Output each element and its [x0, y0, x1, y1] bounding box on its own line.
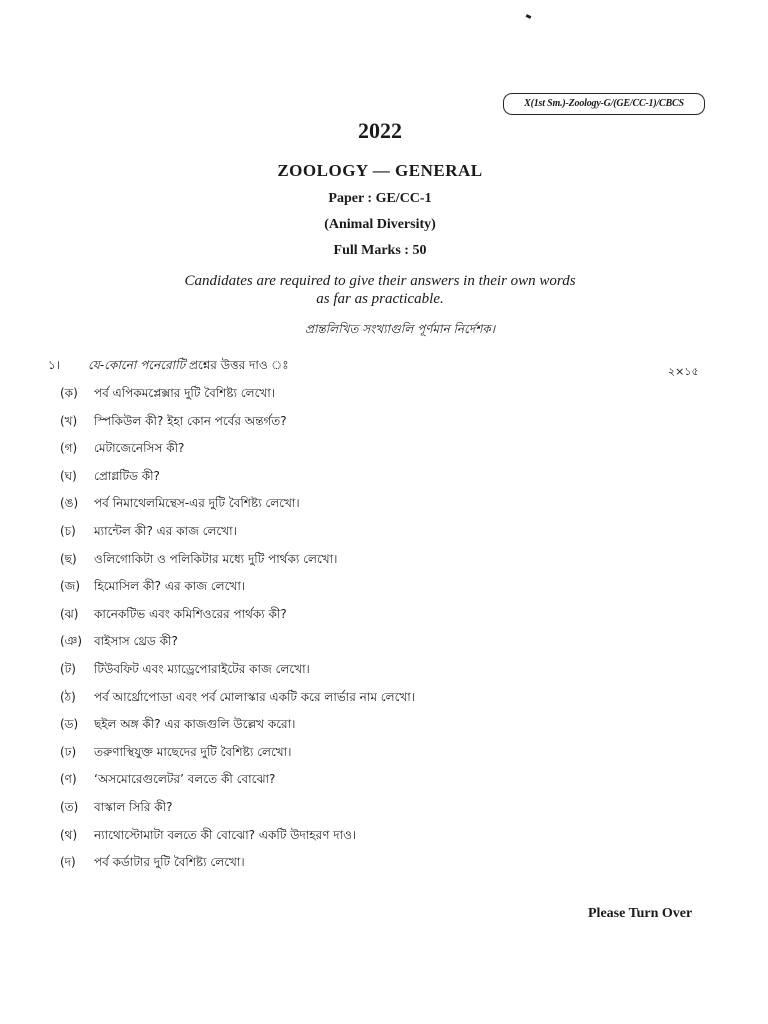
- instruction-line-1: Candidates are required to give their answers in their own words: [184, 273, 576, 289]
- question-instruction-emphasis: যে-কোনো পনেরোটি: [88, 358, 186, 372]
- question-item-label: (ড): [60, 717, 79, 731]
- question-item: [60, 440, 184, 460]
- question-item-label: (ণ): [60, 772, 77, 786]
- question-item: [60, 606, 287, 626]
- question-item-text: স্পিকিউল কী? ইহা কোন পর্বের অন্তর্গত?: [94, 414, 287, 428]
- question-item-text: বাস্কাল সিরি কী?: [94, 800, 173, 814]
- question-item: [60, 468, 160, 488]
- question-item-label: (ঢ): [60, 745, 77, 759]
- question-item-label: (চ): [60, 524, 76, 538]
- question-item: [60, 413, 287, 433]
- question-item-text: পর্ব আর্থ্রোপোডা এবং পর্ব মোলাস্কার একটি করে লার্ভার নাম লেখো।: [94, 690, 416, 704]
- question-item-text: বাইসাস থ্রেড কী?: [94, 634, 178, 648]
- question-item: [60, 854, 245, 874]
- question-item-label: (ক): [60, 386, 78, 400]
- question-item-text: পর্ব নিমাথেলমিন্থেস-এর দুটি বৈশিষ্ট্য লেখো।: [94, 496, 300, 510]
- question-item-text: পর্ব কর্ডাটার দুটি বৈশিষ্ট্য লেখো।: [94, 855, 245, 869]
- question-item-label: (ঘ): [60, 469, 77, 483]
- question-item: [60, 551, 337, 571]
- question-item-text: টিউবফিট এবং ম্যাড্রেপোরাইটের কাজ লেখো।: [94, 662, 310, 676]
- question-item-text: ন্যাথোস্টোমাটা বলতে কী বোঝো? একটি উদাহরণ দাও।: [94, 828, 357, 842]
- question-item: [60, 633, 178, 653]
- question-item-text: মেটাজেনেসিস কী?: [94, 441, 185, 455]
- please-turn-over: Please Turn Over: [588, 906, 693, 921]
- question-item-label: (ঞ): [60, 634, 83, 648]
- question-item: [60, 495, 300, 515]
- question-item: [60, 661, 310, 681]
- question-item-label: (ঙ): [60, 496, 79, 510]
- question-item-label: (থ): [60, 828, 78, 842]
- question-item-text: ওলিগোকিটা ও পলিকিটার মধ্যে দুটি পার্থক্য লেখো।: [94, 552, 338, 566]
- question-item-label: (ত): [60, 800, 79, 814]
- question-item-label: (দ): [60, 855, 76, 869]
- subject-title: ZOOLOGY — GENERAL: [277, 161, 483, 180]
- question-item: [60, 771, 275, 791]
- question-marks: ২×১৫: [668, 365, 699, 378]
- paper-code-box: X(1st Sm.)-Zoology-G/(GE/CC-1)/CBCS: [503, 93, 705, 115]
- question-item: [60, 827, 356, 847]
- question-item-text: কানেকটিভ এবং কমিশিওরের পার্থক্য কী?: [94, 607, 287, 621]
- question-item-label: (ট): [60, 662, 76, 676]
- question-item-text: প্রোগ্লটিড কী?: [94, 469, 160, 483]
- question-item-text: ছইল অঙ্গ কী? এর কাজগুলি উল্লেখ করো।: [94, 717, 296, 731]
- question-item-label: (ঝ): [60, 607, 79, 621]
- question-item-label: (ঠ): [60, 690, 76, 704]
- question-item-label: (ছ): [60, 552, 77, 566]
- question-item-text: হিমোসিল কী? এর কাজ লেখো।: [94, 579, 246, 593]
- question-item: [60, 716, 295, 736]
- question-item: [60, 689, 415, 709]
- question-item-text: ম্যান্টেল কী? এর কাজ লেখো।: [94, 524, 237, 538]
- question-item-text: ‘অসমোরেগুলেটর’ বলতে কী বোঝো?: [94, 772, 276, 786]
- question-item-label: (গ): [60, 441, 78, 455]
- paper-code: Paper : GE/CC-1: [328, 191, 432, 206]
- question-item: [60, 385, 275, 405]
- question-item: [60, 523, 237, 543]
- question-number: ১।: [48, 358, 61, 372]
- question-item-text: তরুণাস্থিযুক্ত মাছেদের দুটি বৈশিষ্ট্য লেখো।: [94, 745, 292, 759]
- paper-title: (Animal Diversity): [324, 217, 436, 232]
- instruction-line-2: as far as practicable.: [316, 291, 444, 307]
- question-item-label: (খ): [60, 414, 78, 428]
- question-item: [60, 799, 172, 819]
- exam-year: 2022: [358, 118, 402, 143]
- question-item-label: (জ): [60, 579, 81, 593]
- question-item-text: পর্ব এপিকমপ্লেক্সার দুটি বৈশিষ্ট্য লেখো।: [94, 386, 276, 400]
- question-instruction-rest: প্রশ্নের উত্তর দাও ঃ: [185, 358, 289, 372]
- full-marks: Full Marks : 50: [333, 243, 427, 258]
- marks-note: প্রান্তলিখিত সংখ্যাগুলি পূর্ণমান নির্দেশক।: [304, 322, 495, 336]
- question-item: [60, 578, 245, 598]
- question-item: [60, 744, 291, 764]
